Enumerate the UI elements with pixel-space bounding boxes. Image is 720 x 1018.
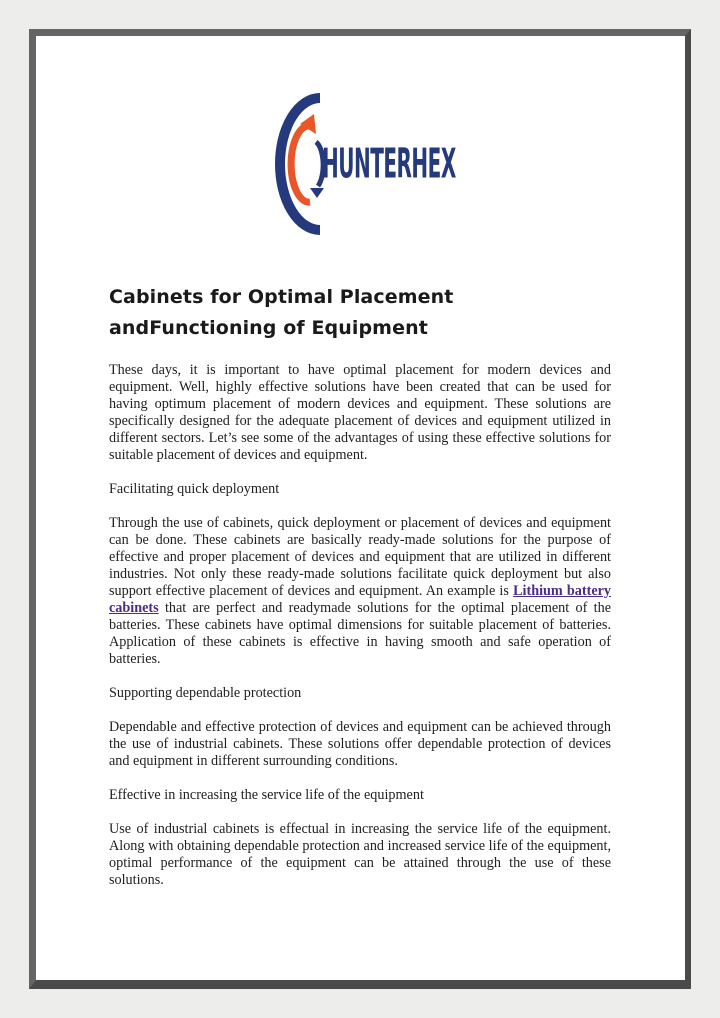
logo-wordmark: HUNTERHEX <box>322 138 456 188</box>
protection-paragraph: Dependable and effective protection of devices and equipment can be achieved through the use of industrial cabinets. These solutions offer dependable protection of devices and equipment in different surrounding conditions. <box>109 719 611 769</box>
lithium-battery-cabinets-link[interactable]: Lithium battery cabinets <box>109 583 612 616</box>
intro-paragraph: These days, it is important to have optimal placement for modern devices and equipment. Well, highly effective solutions have been created that can be used for having optimum placement of modern devices and equipment. These solutions are specifically designed for the adequate placement of devices and equipment utilized in different sectors. Let’s see some of the advantages of using these effective solutions for suitable placement of devices and equipment. <box>109 362 611 463</box>
section-heading-deployment: Facilitating quick deployment <box>109 481 280 497</box>
section-heading-service-life: Effective in increasing the service life of the equipment <box>109 787 424 803</box>
section-heading-protection: Supporting dependable protection <box>109 685 302 701</box>
deployment-paragraph <box>109 515 611 668</box>
deployment-text-before: Through the use of cabinets, quick deployment or placement of devices and equipment can be done. These cabinets are basically ready-made solutions for the purpose of effective and proper placement of devices and equipment that are utilized in different industries. Not only these ready-made solutions facilitate quick deployment but also support effective placement of devices and equipment. An example is <box>109 515 611 599</box>
article-body <box>109 282 611 906</box>
hunterhex-logo <box>280 84 456 244</box>
deployment-text-after: that are perfect and readymade solutions for the optimal placement of the batteries. These cabinets have optimal dimensions for suitable placement of batteries. Application of these cabinets is effective in having smooth and safe operation of batteries. <box>109 600 611 667</box>
service-life-paragraph: Use of industrial cabinets is effectual in increasing the service life of the equipment. Along with obtaining dependable protection and increased service life of the equipment, optimal performance of the equipment can be attained through the use of these solutions. <box>109 821 611 888</box>
page-title: Cabinets for Optimal Placement andFunctioning of Equipment <box>109 286 454 339</box>
